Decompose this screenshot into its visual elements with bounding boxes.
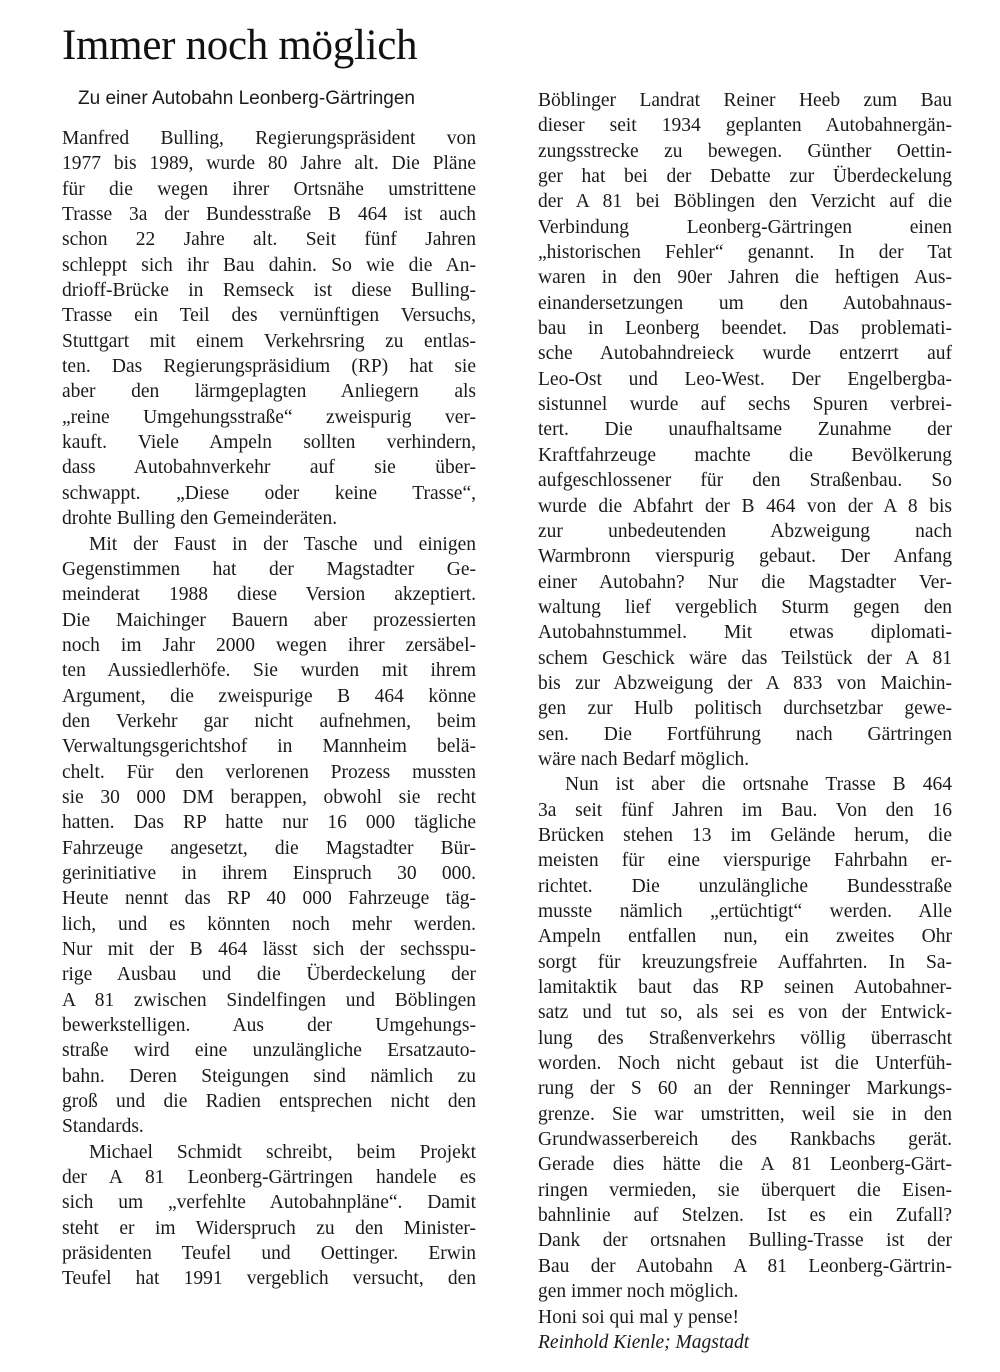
text-line: dass Autobahnverkehr auf sie über- xyxy=(62,457,476,479)
text-line: zur unbedeutenden Abzweigung nach xyxy=(538,520,952,542)
text-line: gen zur Hulb politisch durchsetzbar gewe- xyxy=(538,698,952,720)
text-line: Gegenstimmen hat der Magstadter Ge- xyxy=(62,558,476,580)
text-line: sistunnel wurde auf sechs Spuren verbrei- xyxy=(538,394,952,416)
text-line: 3a seit fünf Jahren im Bau. Von den 16 xyxy=(538,799,952,821)
text-line: Leo-Ost und Leo-West. Der Engelbergba- xyxy=(538,368,952,390)
text-line: Böblinger Landrat Reiner Heeb zum Bau xyxy=(538,90,952,111)
text-line: schon 22 Jahre alt. Seit fünf Jahren xyxy=(62,229,476,251)
text-line: Kraftfahrzeuge machte die Bevölkerung xyxy=(538,444,952,466)
text-line: Die Maichinger Bauern aber prozessierten xyxy=(62,609,476,631)
text-line: gen immer noch möglich. xyxy=(538,1281,739,1303)
text-line: kauft. Viele Ampeln sollten verhindern, xyxy=(62,432,476,454)
text-line: Trasse ein Teil des vernünftigen Versuchs, xyxy=(62,305,476,327)
text-line: schwappt. „Diese oder keine Trasse“, xyxy=(62,482,476,504)
text-line: Brücken stehen 13 im Gelände herum, die xyxy=(538,824,952,846)
text-line: chelt. Für den verlorenen Prozess mussten xyxy=(62,761,476,783)
subtitle-topic: Autobahn Leonberg-Gärtringen xyxy=(151,88,415,109)
text-line: Nur mit der B 464 lässt sich der sechsspu- xyxy=(62,939,476,960)
text-line: bis zur Abzweigung der A 833 von Maichin- xyxy=(538,672,952,694)
text-line: rung der S 60 an der Renninger Markungs- xyxy=(538,1078,952,1100)
text-line: bahn. Deren Steigungen sind nämlich zu xyxy=(62,1065,476,1087)
text-line: Grundwasserbereich des Rankbachs gerät. xyxy=(538,1129,952,1151)
text-line: musste nämlich „ertüchtigt“ werden. Alle xyxy=(538,901,952,922)
text-line: für die wegen ihrer Ortsnähe umstrittene xyxy=(62,178,476,200)
text-line: Nun ist aber die ortsnahe Trasse B 464 xyxy=(565,774,952,796)
text-line: den Verkehr gar nicht aufnehmen, beim xyxy=(62,710,476,732)
text-line: sche Autobahndreieck wurde entzerrt auf xyxy=(538,343,952,365)
text-line: satz und tut so, als sei es von der Entwick- xyxy=(538,1002,952,1024)
subtitle-prefix: Zu einer xyxy=(78,88,152,109)
text-line: „reine Umgehungsstraße“ zweispurig ver- xyxy=(62,406,476,428)
text-line: aufgeschlossener für den Straßenbau. So xyxy=(538,470,952,492)
text-line: zungsstrecke zu bewegen. Günther Oettin- xyxy=(538,140,952,162)
text-line: Honi soi qui mal y pense! xyxy=(538,1306,739,1328)
text-line: Stuttgart mit einem Verkehrsring zu entlas- xyxy=(62,330,476,352)
text-line: Verbindung Leonberg-Gärtringen einen xyxy=(538,216,952,238)
text-line: hatten. Das RP hatte nur 16 000 tägliche xyxy=(62,812,476,834)
text-line: wäre nach Bedarf möglich. xyxy=(538,748,750,770)
text-line: noch im Jahr 2000 wegen ihrer zersäbel- xyxy=(62,634,476,656)
text-line: richtet. Die unzulängliche Bundesstraße xyxy=(538,875,952,897)
text-line: tert. Die unaufhaltsame Zunahme der xyxy=(538,419,952,441)
text-line: einer Autobahn? Nur die Magstadter Ver- xyxy=(538,571,952,593)
text-line: sen. Die Fortführung nach Gärtringen xyxy=(538,723,952,745)
text-line: lamitaktik baut das RP seinen Autobahner- xyxy=(538,977,952,999)
text-line: dieser seit 1934 geplanten Autobahnergän- xyxy=(538,115,952,137)
article-subtitle xyxy=(78,86,508,112)
text-line: grenze. Sie war umstritten, weil sie in den xyxy=(538,1103,952,1125)
text-line: wurde die Abfahrt der B 464 von der A 8 bis xyxy=(538,495,952,517)
text-line: steht er im Widerspruch zu den Minister- xyxy=(62,1217,476,1239)
text-line: ten Aussiedlerhöfe. Sie wurden mit ihrem xyxy=(62,660,476,682)
text-line: Bau der Autobahn A 81 Leonberg-Gärtrin- xyxy=(538,1255,952,1277)
text-line: Autobahnstummel. Mit etwas diplomati- xyxy=(538,622,952,644)
text-line: ten. Das Regierungspräsidium (RP) hat sie xyxy=(62,356,476,378)
text-line: Warmbronn vierspurig gebaut. Der Anfang xyxy=(538,546,952,568)
article-title: Immer noch möglich xyxy=(62,22,418,69)
text-line: rige Ausbau und die Überdeckelung der xyxy=(62,964,476,986)
text-line: gerinitiative in ihrem Einspruch 30 000. xyxy=(62,862,476,884)
text-line: Dank der ortsnahen Bulling-Trasse ist der xyxy=(538,1230,952,1252)
text-line: lich, und es könnten noch mehr werden. xyxy=(62,913,476,935)
text-line: Michael Schmidt schreibt, beim Projekt xyxy=(89,1141,476,1163)
text-line: präsidenten Teufel und Oettinger. Erwin xyxy=(62,1243,476,1265)
text-line: meisten für eine vierspurige Fahrbahn er- xyxy=(538,850,952,872)
author-signature: Reinhold Kienle; Magstadt xyxy=(538,1331,750,1353)
text-line: schleppt sich ihr Bau dahin. So wie die An- xyxy=(62,254,476,276)
text-line: einandersetzungen um den Autobahnaus- xyxy=(538,292,952,314)
text-line: straße wird eine unzulängliche Ersatzauto- xyxy=(62,1040,476,1062)
text-line: Trasse 3a der Bundesstraße B 464 ist auch xyxy=(62,204,476,226)
text-line: drohte Bulling den Gemeinderäten. xyxy=(62,508,338,530)
text-line: der A 81 bei Böblingen den Verzicht auf die xyxy=(538,191,952,213)
text-line: ringen vermieden, sie überquert die Eisen- xyxy=(538,1179,952,1201)
text-line: meinderat 1988 diese Version akzeptiert. xyxy=(62,584,476,606)
text-line: worden. Noch nicht gebaut ist die Unterfüh- xyxy=(538,1053,952,1075)
text-line: bau in Leonberg beendet. Das problemati- xyxy=(538,318,952,340)
text-line: Fahrzeuge angesetzt, die Magstadter Bür- xyxy=(62,837,476,859)
text-line: 1977 bis 1989, wurde 80 Jahre alt. Die Pläne xyxy=(62,153,476,175)
text-line: aber den lärmgeplagten Anliegern als xyxy=(62,381,476,403)
text-line: sich um „verfehlte Autobahnpläne“. Damit xyxy=(62,1192,476,1214)
right-column xyxy=(538,88,952,1355)
text-line: bewerkstelligen. Aus der Umgehungs- xyxy=(62,1015,476,1037)
text-line: der A 81 Leonberg-Gärtringen handele es xyxy=(62,1167,476,1189)
text-line: sorgt für kreuzungsfreie Auffahrten. In Sa- xyxy=(538,951,952,973)
text-line: „historischen Fehler“ genannt. In der Tat xyxy=(538,242,952,264)
text-line: lung des Straßenverkehrs völlig überrascht xyxy=(538,1027,952,1049)
text-line: Verwaltungsgerichtshof in Mannheim belä- xyxy=(62,736,476,758)
text-line: bahnlinie auf Stelzen. Ist es ein Zufall? xyxy=(538,1205,952,1227)
text-line: groß und die Radien entsprechen nicht den xyxy=(62,1091,476,1113)
text-line: Gerade dies hätte die A 81 Leonberg-Gärt- xyxy=(538,1154,952,1176)
text-line: Heute nennt das RP 40 000 Fahrzeuge täg- xyxy=(62,888,476,910)
text-line: waltung lief vergeblich Sturm gegen den xyxy=(538,596,952,618)
text-line: Argument, die zweispurige B 464 könne xyxy=(62,685,476,707)
text-line: drioff-Brücke in Remseck ist diese Bulling- xyxy=(62,280,476,302)
text-line: Mit der Faust in der Tasche und einigen xyxy=(89,533,476,555)
left-column xyxy=(62,126,476,1292)
text-line: waren in den 90er Jahren die heftigen Aus- xyxy=(538,267,952,289)
text-line: ger hat bei der Debatte zur Überdeckelung xyxy=(538,166,952,188)
text-line: sie 30 000 DM berappen, obwohl sie recht xyxy=(62,786,476,808)
text-line: Teufel hat 1991 vergeblich versucht, den xyxy=(62,1268,476,1290)
text-line: Standards. xyxy=(62,1116,144,1138)
text-line: Ampeln entfallen nun, ein zweites Ohr xyxy=(538,926,952,948)
text-line: A 81 zwischen Sindelfingen und Böblingen xyxy=(62,989,476,1011)
text-line: Manfred Bulling, Regierungspräsident von xyxy=(62,128,476,149)
text-line: schem Geschick wäre das Teilstück der A 81 xyxy=(538,647,952,669)
